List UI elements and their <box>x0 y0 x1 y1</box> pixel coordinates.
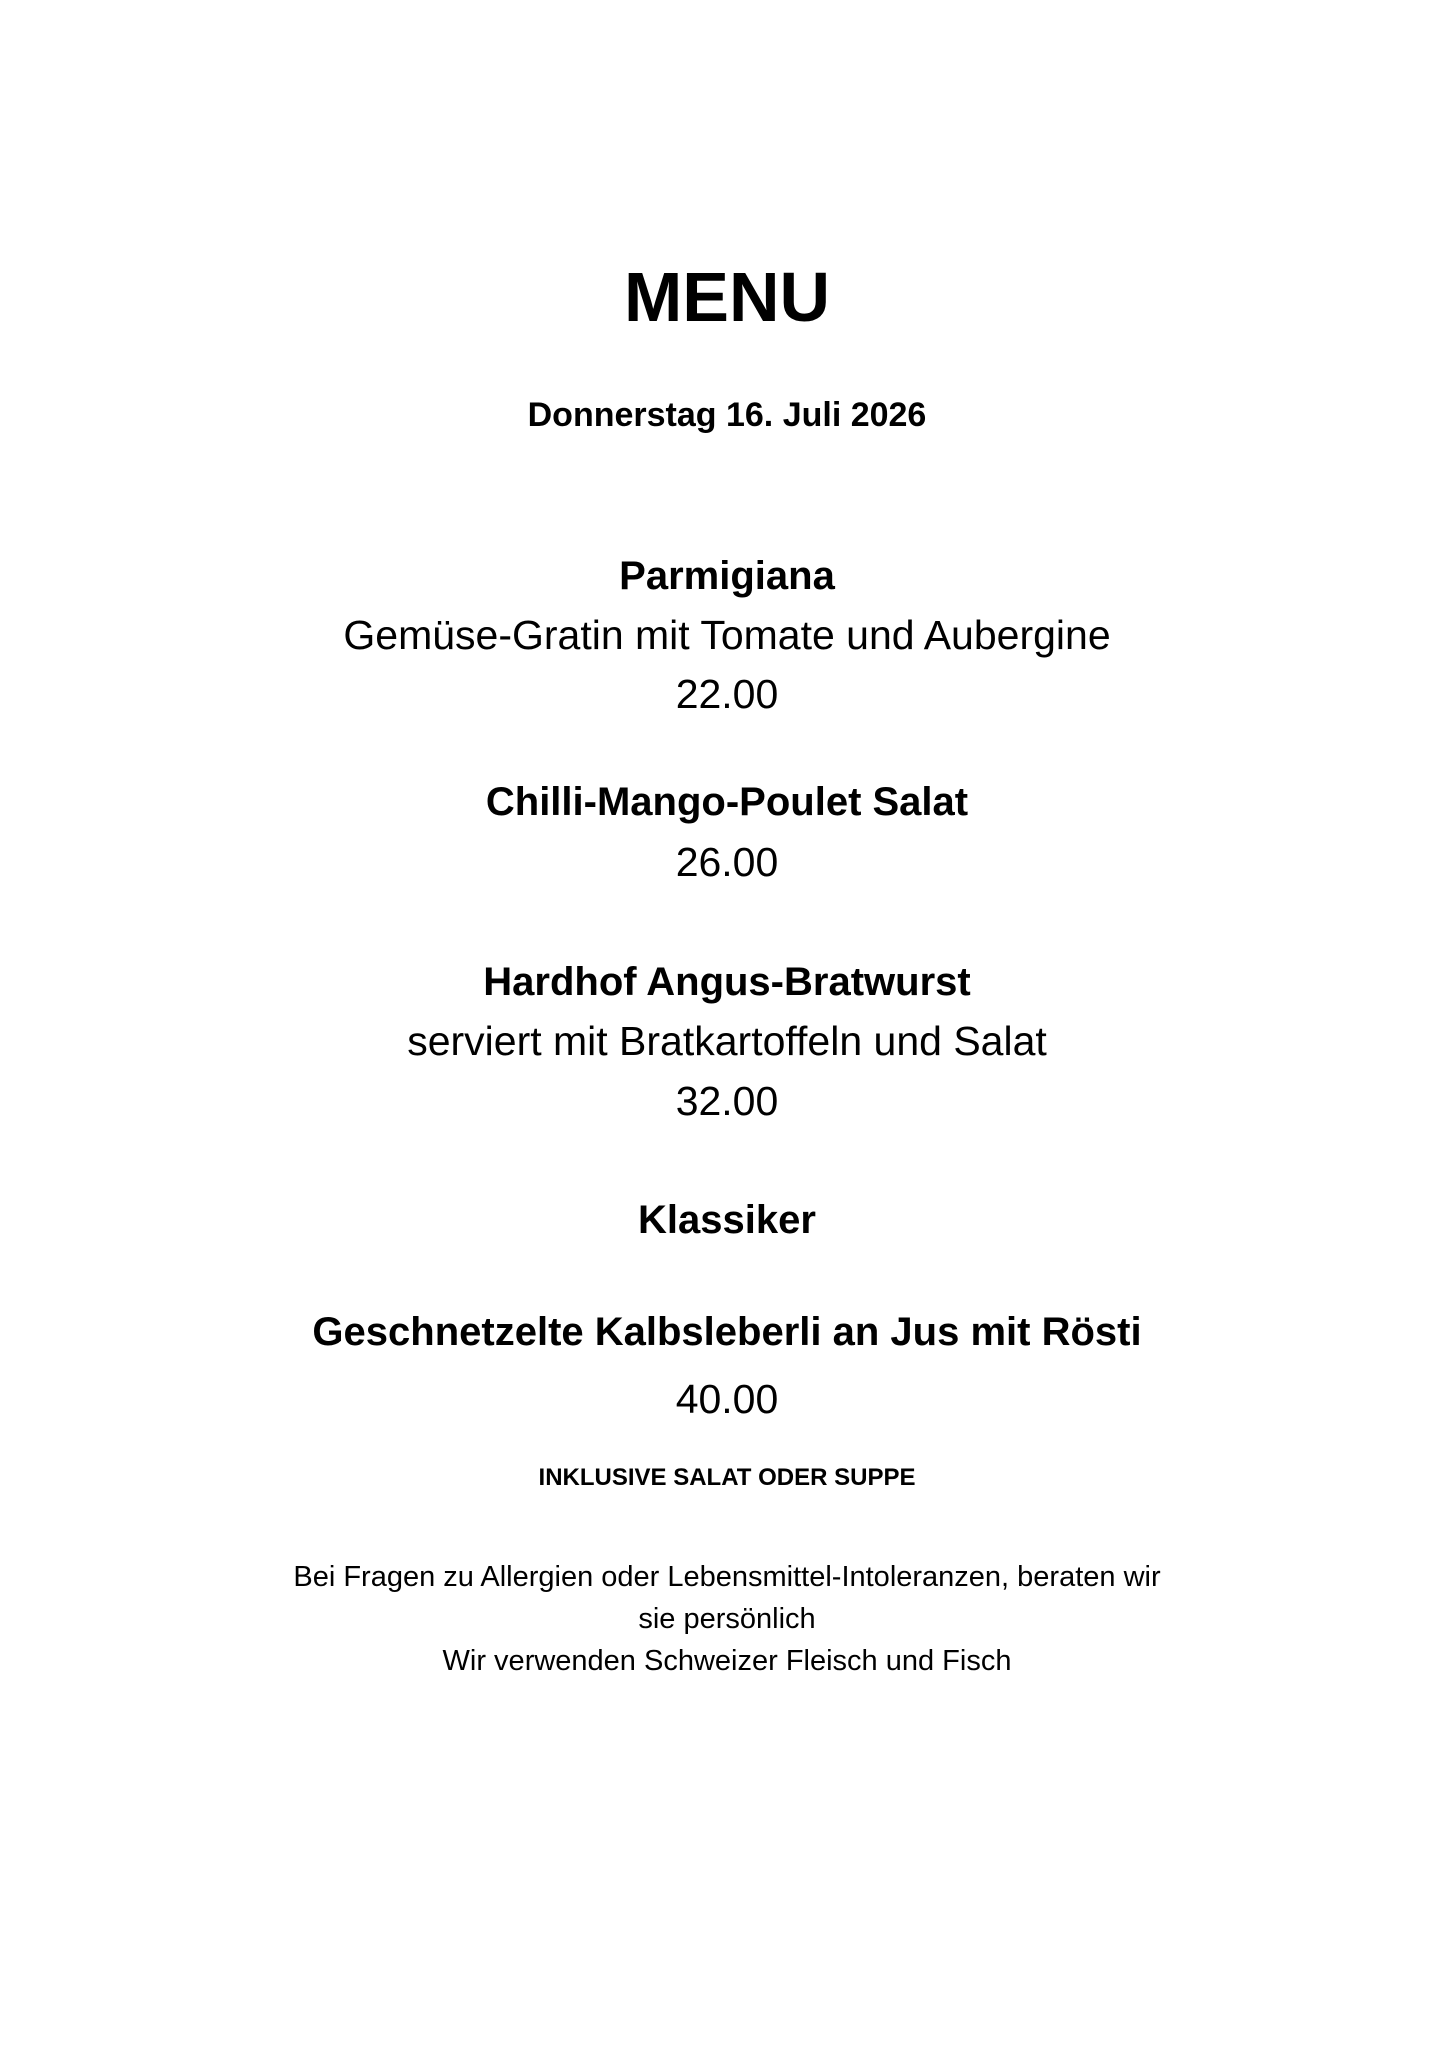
dish-name-angus-bratwurst: Hardhof Angus-Bratwurst <box>483 960 971 1004</box>
menu-title: MENU <box>623 258 831 336</box>
dish-price-chilli-mango-salat: 26.00 <box>675 839 779 885</box>
included-note: INKLUSIVE SALAT ODER SUPPE <box>538 1464 916 1491</box>
classic-dish-price: 40.00 <box>675 1376 779 1422</box>
section-heading-klassiker: Klassiker <box>638 1198 816 1242</box>
allergy-footer <box>0 1556 1454 1682</box>
dish-price-angus-bratwurst: 32.00 <box>675 1078 779 1124</box>
footer-line-1: Bei Fragen zu Allergien oder Lebensmittel-Intoleranzen, beraten wir <box>293 1561 1161 1593</box>
dish-description-parmigiana: Gemüse-Gratin mit Tomate und Aubergine <box>343 612 1111 658</box>
menu-date: Donnerstag 16. Juli 2026 <box>527 396 927 434</box>
dish-name-chilli-mango-salat: Chilli-Mango-Poulet Salat <box>485 780 969 824</box>
classic-dish-name: Geschnetzelte Kalbsleberli an Jus mit Rösti <box>312 1310 1142 1354</box>
footer-line-2: sie persönlich <box>638 1603 816 1635</box>
footer-line-3: Wir verwenden Schweizer Fleisch und Fisch <box>442 1645 1012 1677</box>
dish-description-angus-bratwurst: serviert mit Bratkartoffeln und Salat <box>407 1018 1047 1064</box>
dish-name-parmigiana: Parmigiana <box>619 554 835 598</box>
dish-price-parmigiana: 22.00 <box>675 671 779 717</box>
